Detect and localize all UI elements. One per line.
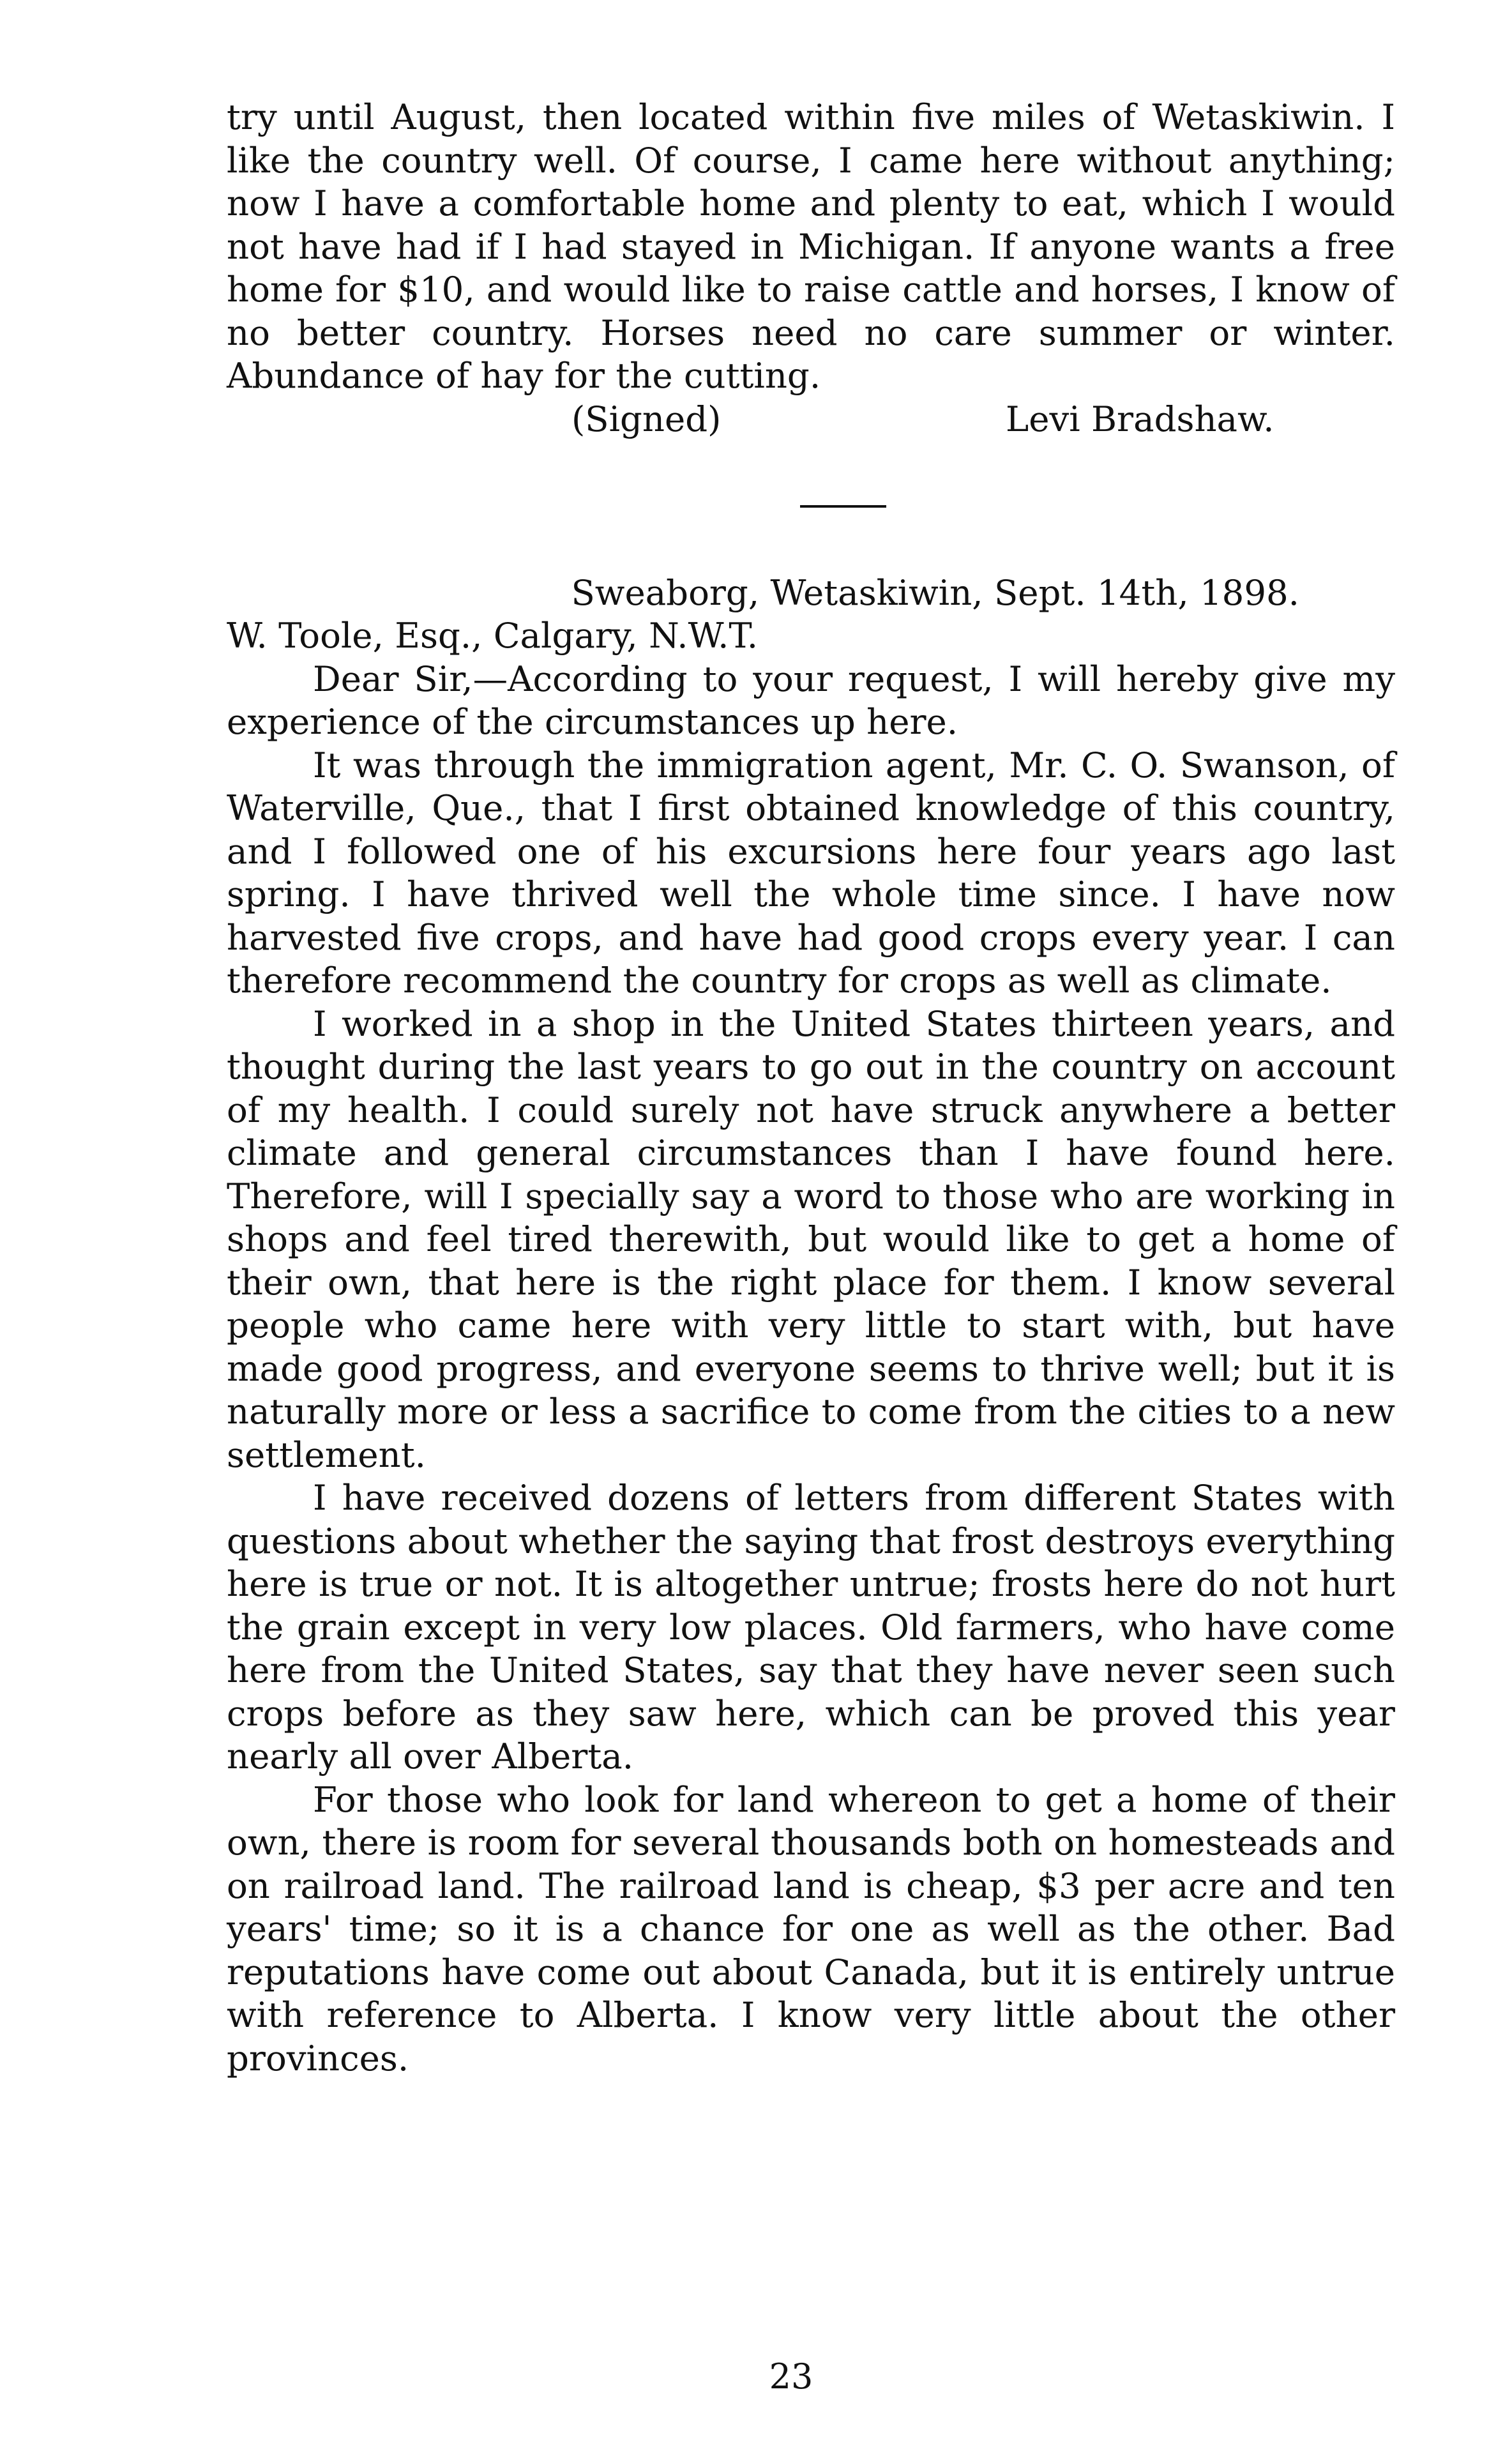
letter-paragraph: I have received dozens of letters from different States with questions about whether the saying that frost destroys everything here is true or not. It is altogether untrue; frosts here do not hurt the grain except in very low places. Old farmers, who have come here from the United States, say that they have never seen such crops before as they saw here, which can be proved this year nearly all over Alberta. xyxy=(227,1477,1395,1777)
signer-name: Levi Bradshaw. xyxy=(1006,398,1274,439)
letter-paragraph: For those who look for land whereon to get a home of their own, there is room for several thousands both on homesteads and on railroad land. The railroad land is cheap, $3 per acre and ten years' time; so it is a chance for one as well as the other. Bad reputations have come out about Canada, but it is entirely untrue with reference to Alberta. I know very little about the other provinces. xyxy=(227,1778,1395,2079)
page-body xyxy=(227,96,1395,2080)
continued-letter-text: try until August, then located within five miles of Wetaskiwin. I like the country well. Of course, I came here without anything; now I have a comfortable home and plenty to eat, which I would not have had if I had stayed in Michigan. If anyone wants a free home for $10, and would like to raise cattle and horses, I know of no better country. Horses need no care summer or winter. Abundance of hay for the cutting. xyxy=(227,96,1395,396)
letter-dateline: Sweaborg, Wetaskiwin, Sept. 14th, 1898. xyxy=(571,572,1299,613)
section-divider xyxy=(800,505,886,508)
letter-paragraph: Dear Sir,—According to your request, I will hereby give my experience of the circumstances up here. xyxy=(227,658,1395,742)
letter-paragraph: It was through the immigration agent, Mr. C. O. Swanson, of Waterville, Que., that I first obtained knowledge of this country, and I followed one of his excursions here four years ago last spring. I have thrived well the whole time since. I have now harvested five crops, and have had good crops every year. I can therefore recommend the country for crops as well as climate. xyxy=(227,744,1395,1001)
letter-paragraph: I worked in a shop in the United States thirteen years, and thought during the last years to go out in the country on account of my health. I could surely not have struck anywhere a better climate and general circumstances than I have found here. Therefore, will I specially say a word to those who are working in shops and feel tired therewith, but would like to get a home of their own, that here is the right place for them. I know several people who came here with very little to start with, but have made good progress, and everyone seems to thrive well; but it is naturally more or less a sacrifice to come from the cities to a new settlement. xyxy=(227,1003,1395,1475)
signed-label: (Signed) xyxy=(571,398,722,439)
letter-addressee: W. Toole, Esq., Calgary, N.W.T. xyxy=(227,615,759,656)
signature-line xyxy=(227,398,1395,441)
page-number: 23 xyxy=(769,2356,813,2397)
